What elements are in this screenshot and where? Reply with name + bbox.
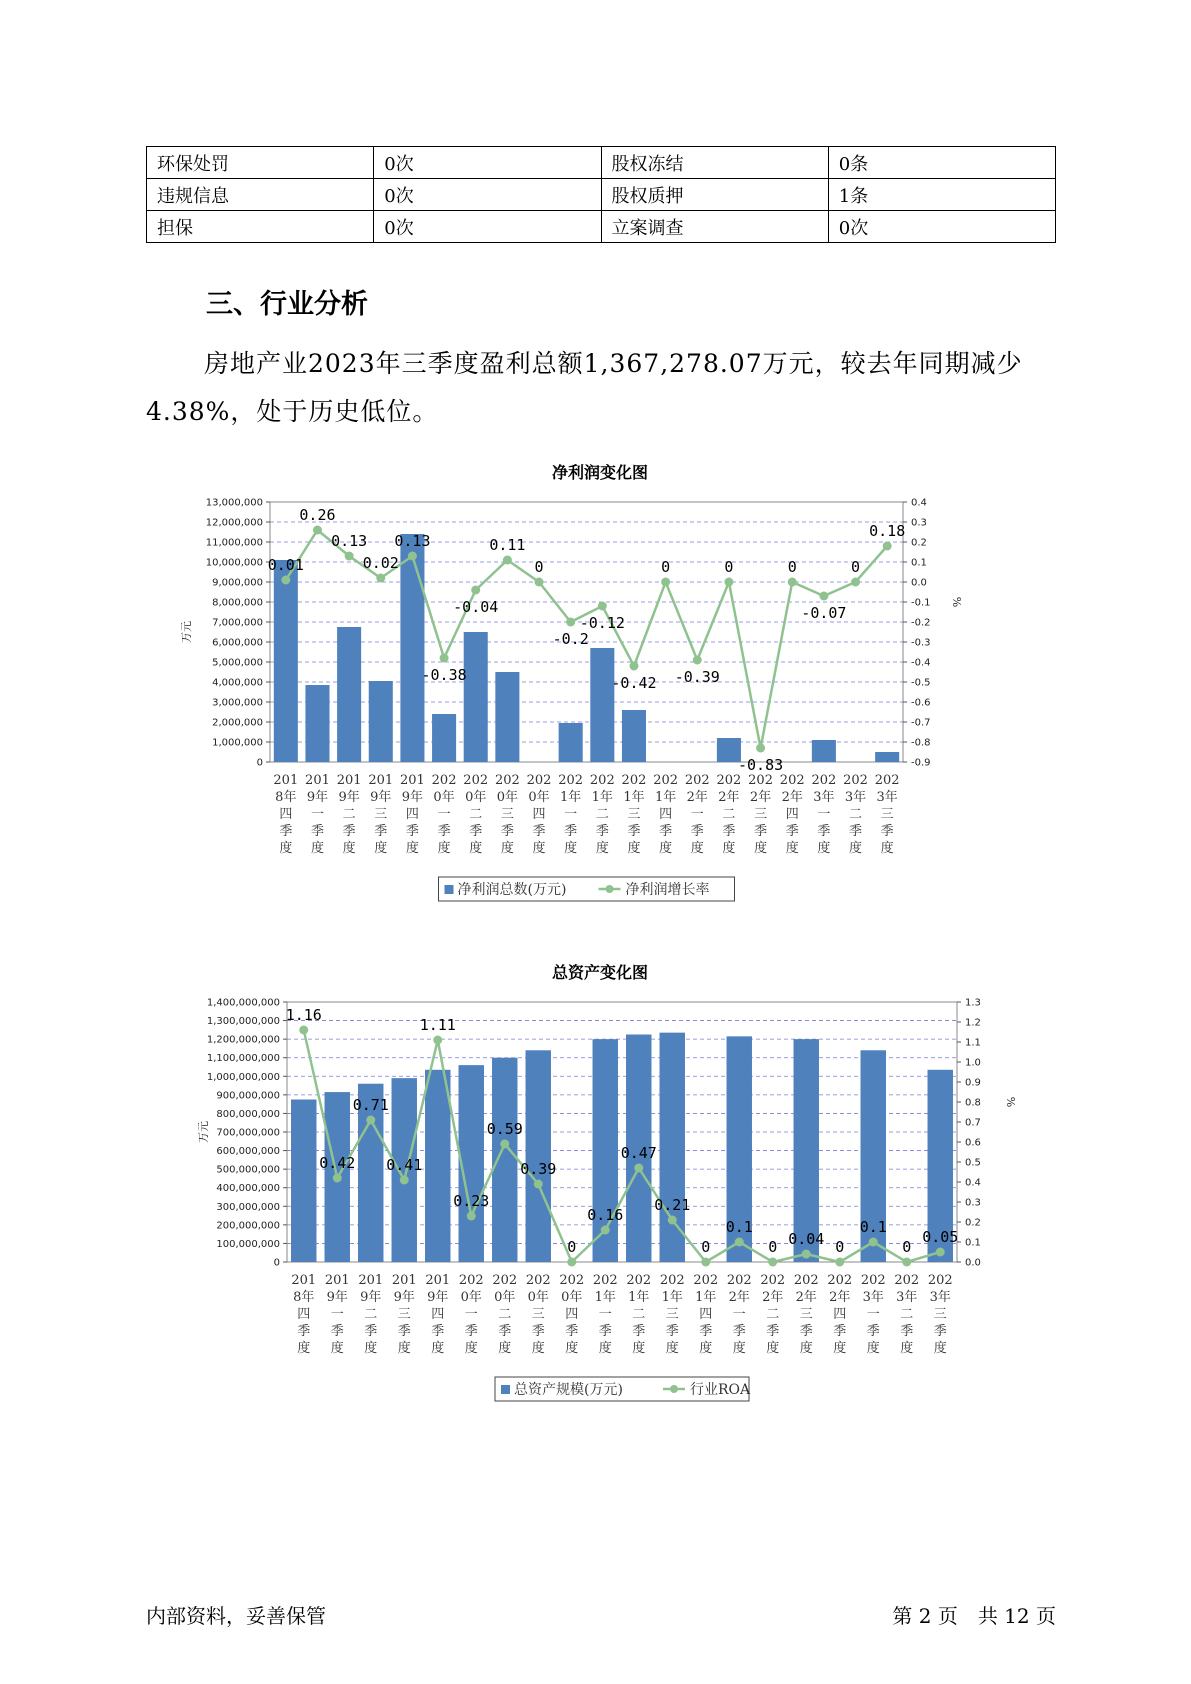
x-tick-label: 201 8年四季度	[273, 773, 299, 856]
line-point	[598, 602, 607, 611]
risk-info-table	[146, 146, 1056, 243]
line-point	[281, 576, 290, 585]
y-tick-label: 5,000,000	[212, 657, 263, 669]
y-tick-label: 1,100,000,000	[206, 1053, 280, 1065]
bar	[291, 1100, 316, 1263]
y-tick-label: 7,000,000	[212, 617, 263, 629]
data-label: 0	[724, 558, 734, 576]
legend-swatch-point	[606, 885, 614, 893]
table-row	[147, 147, 1056, 179]
bar	[526, 1050, 551, 1262]
bar	[590, 648, 614, 762]
line-point	[500, 1140, 509, 1149]
x-tick-label: 202 2年三季度	[748, 773, 773, 856]
y-tick-label: 900,000,000	[216, 1090, 280, 1102]
table-row	[147, 179, 1056, 211]
y-tick-label: 800,000,000	[216, 1108, 280, 1120]
y2-tick-label: 0.1	[911, 557, 927, 569]
x-tick-label: 202 2年一季度	[726, 1273, 752, 1356]
table-cell: 股权质押	[601, 179, 828, 211]
x-tick-label: 202 2年四季度	[827, 1273, 853, 1356]
bar	[425, 1070, 450, 1262]
y2-tick-label: 0.1	[965, 1237, 981, 1249]
y-tick-label: 12,000,000	[205, 517, 263, 529]
x-tick-label: 202 2年四季度	[779, 773, 805, 856]
table-cell: 0次	[374, 147, 601, 179]
data-label: 1.11	[419, 1016, 456, 1034]
x-tick-label: 202 0年二季度	[492, 1273, 518, 1356]
bar	[274, 560, 298, 762]
data-label: 0	[701, 1238, 711, 1256]
bar	[794, 1039, 819, 1262]
data-label: 0.42	[319, 1154, 356, 1172]
data-label: 0.59	[486, 1120, 523, 1138]
line-point	[661, 578, 670, 587]
y2-tick-label: -0.3	[911, 637, 931, 649]
y2-tick-label: 0.0	[965, 1257, 981, 1269]
bar	[492, 1058, 517, 1262]
bar	[622, 710, 646, 762]
x-tick-label: 202 1年一季度	[592, 1273, 618, 1356]
x-tick-label: 202 1年二季度	[589, 773, 615, 856]
y-tick-label: 1,300,000,000	[206, 1016, 280, 1028]
y-tick-label: 500,000,000	[216, 1164, 280, 1176]
data-label: 0.16	[587, 1206, 624, 1224]
line-point	[567, 1258, 576, 1267]
x-tick-label: 202 1年二季度	[626, 1273, 652, 1356]
bar	[337, 627, 361, 762]
x-tick-label: 202 0年一季度	[431, 773, 457, 856]
y2-tick-label: 0.2	[965, 1217, 981, 1229]
x-tick-label: 201 9年三季度	[368, 773, 394, 856]
y-tick-label: 100,000,000	[216, 1238, 280, 1250]
data-label: 0.18	[869, 522, 906, 540]
y-tick-label: 3,000,000	[212, 697, 263, 709]
data-label: 0.04	[788, 1230, 825, 1248]
y2-tick-label: 0.0	[911, 577, 927, 589]
y-tick-label: 6,000,000	[212, 637, 263, 649]
total-assets-chart	[160, 955, 1040, 1410]
y2-tick-label: 0.4	[911, 497, 927, 509]
line-point	[634, 1164, 643, 1173]
y-tick-label: 9,000,000	[212, 577, 263, 589]
data-label: 0.01	[267, 556, 304, 574]
line-point	[768, 1258, 777, 1267]
line-point	[503, 556, 512, 565]
data-label: 0.71	[352, 1096, 389, 1114]
y-tick-label: 300,000,000	[216, 1201, 280, 1213]
data-label: 0	[567, 1238, 577, 1256]
bar	[875, 752, 899, 762]
line-point	[408, 552, 417, 561]
x-tick-label: 202 2年二季度	[716, 773, 742, 856]
y-tick-label: 700,000,000	[216, 1127, 280, 1139]
line-point	[819, 592, 828, 601]
y2-tick-label: -0.2	[911, 617, 931, 629]
y2-axis-label: %	[950, 596, 963, 608]
data-label: 0.02	[362, 554, 399, 572]
data-label: 0	[661, 558, 671, 576]
y-tick-label: 400,000,000	[216, 1183, 280, 1195]
y2-tick-label: 0.3	[911, 517, 927, 529]
line-point	[788, 578, 797, 587]
line-point	[534, 1180, 543, 1189]
y2-tick-label: -0.1	[911, 597, 931, 609]
y-tick-label: 11,000,000	[205, 537, 263, 549]
table-cell: 担保	[147, 211, 374, 243]
y-tick-label: 0	[273, 1257, 280, 1269]
line-point	[366, 1116, 375, 1125]
x-tick-label: 202 3年一季度	[811, 773, 837, 856]
data-label: -0.38	[421, 666, 467, 684]
x-tick-label: 201 9年二季度	[336, 773, 362, 856]
table-cell: 立案调查	[601, 211, 828, 243]
y2-tick-label: -0.8	[911, 737, 931, 749]
data-label: 0.05	[922, 1228, 959, 1246]
data-label: 0	[534, 558, 544, 576]
y-tick-label: 1,000,000,000	[206, 1071, 280, 1083]
x-tick-label: 202 2年二季度	[760, 1273, 786, 1356]
line-point	[376, 574, 385, 583]
x-tick-label: 202 0年四季度	[559, 1273, 585, 1356]
table-cell: 0次	[374, 211, 601, 243]
line-point	[433, 1036, 442, 1045]
line-point	[440, 654, 449, 663]
data-label: 0	[902, 1238, 912, 1256]
x-tick-label: 202 0年四季度	[526, 773, 552, 856]
legend-swatch-point	[670, 1385, 678, 1393]
line-point	[471, 586, 480, 595]
data-label: 0.13	[331, 532, 368, 550]
y-tick-label: 1,400,000,000	[206, 997, 280, 1009]
data-label: 0.11	[489, 536, 526, 554]
table-cell: 0次	[374, 179, 601, 211]
bar	[400, 534, 424, 762]
line-point	[629, 662, 638, 671]
data-label: -0.83	[737, 756, 784, 774]
line-point	[668, 1216, 677, 1225]
line-point	[735, 1238, 744, 1247]
line-point	[936, 1248, 945, 1257]
data-label: 0	[835, 1238, 845, 1256]
bar	[305, 685, 329, 762]
bar	[495, 672, 519, 762]
y2-axis-label: %	[1004, 1096, 1017, 1108]
y2-tick-label: 0.7	[965, 1117, 981, 1129]
table-cell: 违规信息	[147, 179, 374, 211]
y2-tick-label: -0.6	[911, 697, 931, 709]
legend-label: 净利润总数(万元)	[457, 882, 567, 898]
x-tick-label: 202 1年一季度	[558, 773, 584, 856]
section-heading: 三、行业分析	[206, 289, 368, 320]
y2-tick-label: 0.4	[965, 1177, 981, 1189]
bar	[660, 1033, 685, 1262]
x-tick-label: 202 3年一季度	[860, 1273, 886, 1356]
x-tick-label: 201 9年二季度	[358, 1273, 384, 1356]
data-label: 0.13	[394, 532, 431, 550]
x-tick-label: 202 1年四季度	[693, 1273, 719, 1356]
data-label: -0.07	[801, 604, 847, 622]
data-label: 0.1	[725, 1218, 753, 1236]
table-row	[147, 211, 1056, 243]
net-profit-chart-canvas	[160, 455, 1040, 910]
chart-title: 总资产变化图	[551, 963, 648, 982]
x-tick-label: 202 0年二季度	[463, 773, 489, 856]
footer-confidential-note: 内部资料，妥善保管	[146, 1604, 326, 1628]
y2-tick-label: -0.5	[911, 677, 931, 689]
bar	[369, 681, 393, 762]
footer-page-number: 第 2 页 共 12 页	[892, 1604, 1056, 1628]
x-tick-label: 202 1年三季度	[659, 1273, 685, 1356]
x-tick-label: 202 3年二季度	[894, 1273, 920, 1356]
y-axis-label: 万元	[180, 621, 193, 643]
data-label: 0.39	[520, 1160, 557, 1178]
x-tick-label: 201 8年四季度	[291, 1273, 317, 1356]
bar	[559, 723, 583, 762]
x-tick-label: 202 3年三季度	[927, 1273, 953, 1356]
x-tick-label: 201 9年一季度	[305, 773, 330, 856]
data-label: -0.39	[674, 668, 720, 686]
line-point	[869, 1238, 878, 1247]
data-label: 0	[787, 558, 797, 576]
data-label: -0.42	[611, 674, 657, 692]
y-tick-label: 4,000,000	[212, 677, 263, 689]
y2-tick-label: 0.5	[965, 1157, 981, 1169]
bar	[812, 740, 836, 762]
legend-swatch-bar	[445, 885, 454, 894]
data-label: 0	[851, 558, 861, 576]
x-tick-label: 201 9年四季度	[425, 1273, 451, 1356]
data-label: -0.12	[579, 614, 625, 632]
line-point	[566, 618, 575, 627]
line-point	[345, 552, 354, 561]
data-label: 1.16	[285, 1006, 322, 1024]
line-point	[835, 1258, 844, 1267]
y-tick-label: 600,000,000	[216, 1146, 280, 1158]
table-cell: 环保处罚	[147, 147, 374, 179]
x-tick-label: 201 9年三季度	[391, 1273, 417, 1356]
y-tick-label: 13,000,000	[205, 497, 263, 509]
table-cell: 股权冻结	[601, 147, 828, 179]
line-point	[400, 1176, 409, 1185]
x-tick-label: 202 2年一季度	[684, 773, 710, 856]
y-tick-label: 200,000,000	[216, 1220, 280, 1232]
line-point	[693, 656, 702, 665]
y2-tick-label: -0.4	[911, 657, 931, 669]
y2-tick-label: 1.0	[965, 1057, 981, 1069]
data-label: 0	[768, 1238, 778, 1256]
x-tick-label: 201 9年四季度	[400, 773, 425, 856]
x-tick-label: 201 9年一季度	[324, 1273, 350, 1356]
line-point	[467, 1212, 476, 1221]
x-tick-label: 202 0年三季度	[494, 773, 520, 856]
y-tick-label: 1,000,000	[212, 737, 263, 749]
line-point	[851, 578, 860, 587]
data-label: 0.1	[859, 1218, 887, 1236]
data-label: 0.21	[654, 1196, 691, 1214]
line-point	[333, 1174, 342, 1183]
y2-tick-label: 0.8	[965, 1097, 981, 1109]
legend-label: 总资产规模(万元)	[514, 1382, 623, 1398]
legend-swatch-bar	[501, 1385, 510, 1394]
table-cell: 0条	[828, 147, 1055, 179]
bar	[464, 632, 488, 762]
data-label: -0.2	[552, 630, 589, 648]
line-point	[535, 578, 544, 587]
y2-tick-label: -0.9	[911, 757, 931, 769]
y-tick-label: 1,200,000,000	[206, 1034, 280, 1046]
data-label: 0.41	[386, 1156, 423, 1174]
y-tick-label: 8,000,000	[212, 597, 263, 609]
legend-label: 行业ROA	[690, 1382, 751, 1398]
y2-tick-label: 0.6	[965, 1137, 981, 1149]
x-tick-label: 202 3年三季度	[874, 773, 900, 856]
x-tick-label: 202 2年三季度	[793, 1273, 819, 1356]
y2-tick-label: 1.3	[965, 997, 981, 1009]
data-label: 0.47	[620, 1144, 657, 1162]
data-label: 0.26	[299, 506, 336, 524]
y-axis-label: 万元	[197, 1121, 210, 1143]
x-tick-label: 202 0年一季度	[458, 1273, 484, 1356]
table-cell: 1条	[828, 179, 1055, 211]
x-tick-label: 202 1年三季度	[621, 773, 647, 856]
line-point	[313, 526, 322, 535]
y-tick-label: 10,000,000	[205, 557, 263, 569]
y2-tick-label: -0.7	[911, 717, 931, 729]
line-point	[299, 1026, 308, 1035]
line-point	[883, 542, 892, 551]
y2-tick-label: 0.3	[965, 1197, 981, 1209]
x-tick-label: 202 1年四季度	[653, 773, 679, 856]
y2-tick-label: 1.2	[965, 1017, 981, 1029]
line-point	[701, 1258, 710, 1267]
line-point	[902, 1258, 911, 1267]
table-cell: 0次	[828, 211, 1055, 243]
line-point	[724, 578, 733, 587]
line-point	[601, 1226, 610, 1235]
y2-tick-label: 0.2	[911, 537, 927, 549]
data-label: -0.04	[453, 598, 499, 616]
line-point	[756, 744, 765, 753]
y-tick-label: 2,000,000	[212, 717, 263, 729]
legend-label: 净利润增长率	[625, 882, 710, 898]
y2-tick-label: 1.1	[965, 1037, 981, 1049]
y-tick-label: 0	[256, 757, 263, 769]
x-tick-label: 202 3年二季度	[843, 773, 868, 856]
net-profit-chart	[160, 455, 1040, 910]
analysis-paragraph: 房地产业2023年三季度盈利总额1,367,278.07万元，较去年同期减少4.38%，处于历史低位。	[146, 349, 1023, 426]
line-point	[802, 1250, 811, 1259]
total-assets-chart-canvas	[160, 955, 1040, 1410]
chart-title: 净利润变化图	[551, 463, 648, 482]
x-tick-label: 202 0年三季度	[525, 1273, 551, 1356]
y2-tick-label: 0.9	[965, 1077, 981, 1089]
bar	[432, 714, 456, 762]
data-label: 0.23	[453, 1192, 490, 1210]
